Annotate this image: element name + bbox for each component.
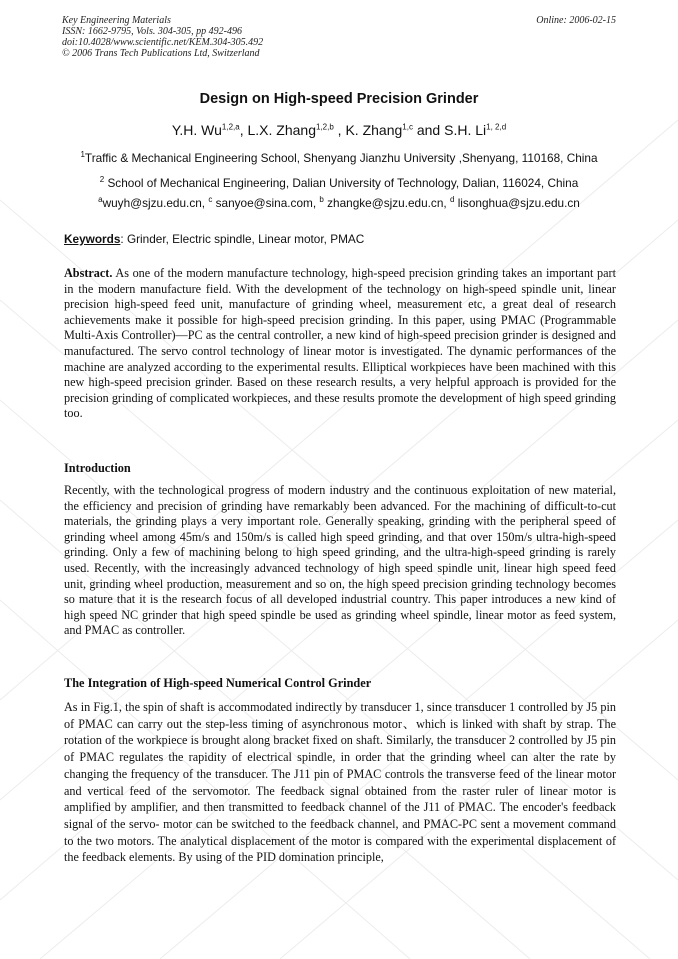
author-affiliation-marker: 1, 2,d [486, 122, 507, 132]
author-name: Y.H. Wu [171, 122, 222, 138]
abstract [64, 266, 616, 422]
abstract-label: Abstract. [64, 266, 113, 280]
affiliation-1 [40, 151, 638, 166]
journal-name: Key Engineering Materials [62, 15, 171, 26]
journal-copyright: © 2006 Trans Tech Publications Ltd, Switzerland [62, 48, 260, 59]
email-marker: c [208, 195, 213, 205]
online-date: Online: 2006-02-15 [536, 15, 616, 26]
paper-title: Design on High-speed Precision Grinder [199, 91, 479, 107]
email-address[interactable]: zhangke@sjzu.edu.cn, [327, 196, 450, 210]
journal-header [62, 15, 482, 59]
section-heading-integration: The Integration of High-speed Numerical Control Grinder [64, 676, 372, 690]
affiliation-marker: 1 [80, 150, 85, 160]
keywords [64, 232, 624, 247]
abstract-text: As one of the modern manufacture technology, high-speed precision grinding takes an important part in the modern manufacture field. With the development of the technology on high-speed spindle unit, linear precision high-speed feed unit, manufacture of grinding wheel, measurement etc, a great deal of research achievements make it possible for high-speed precision grinding. In this paper, using PMAC (Programmable Multi-Axis Controller)—PC as the central controller, a new kind of high-speed precision grinder is designed and manufactured. The servo control technology of linear motor is investigated. The dynamic performances of the machine are analyzed according to the experimental results. Elliptical workpieces have been machined with this new high-speed precision grinder. Based on these research results, a very helpful approach is provided for the precision grinding of complicated workpieces, and these results promote the development of high speed grinding too. [64, 266, 616, 421]
email-list [40, 196, 638, 211]
author-affiliation-marker: 1,c [402, 122, 413, 132]
affiliation-text: Traffic & Mechanical Engineering School, Shenyang Jianzhu University ,Shenyang, 110168, China [84, 151, 598, 165]
introduction-paragraph: Recently, with the technological progress of modern industry and the continuous exploitation of new material, the efficiency and precision of grinding have remarkably been advanced. For the machining of difficult-to-cut materials, the grinding plays a very important role. Generally speaking, grinding with the peripheral speed of grinding wheel among 45m/s and 150m/s is called high speed grinding, and that over 150m/s ultra-high-speed grinding. Only a few of machining belong to high speed grinding, and the ultra-high-speed grinding is rarely used. Recently, with the increasingly advanced technology of high speed spindle unit, linear high speed feed unit, grinding wheel production, measurement and so on, the high speed precision grinding technology becomes so mature that it is the research focus of all developed industrial country. This paper introduces a new kind of high speed NC grinder that high speed spindle be used as grinding wheel spindle, linear motor as feed system, and PMAC as controller. [64, 483, 616, 638]
author-name: L.X. Zhang [247, 122, 316, 138]
email-marker: d [449, 195, 455, 205]
affiliation-text: School of Mechanical Engineering, Dalian University of Technology, Dalian, 116024, China [107, 176, 579, 190]
affiliation-marker: 2 [99, 175, 105, 185]
keywords-text: : Grinder, Electric spindle, Linear motor, PMAC [120, 232, 365, 246]
email-marker: b [319, 195, 324, 205]
author-name: K. Zhang [345, 122, 403, 138]
author-affiliation-marker: 1,2,a [221, 122, 240, 132]
journal-doi[interactable]: doi:10.4028/www.scientific.net/KEM.304-305.492 [62, 37, 264, 48]
author-list [40, 121, 638, 139]
email-address[interactable]: sanyoe@sina.com, [215, 196, 320, 210]
section-heading-introduction: Introduction [64, 461, 131, 475]
email-address[interactable]: lisonghua@sjzu.edu.cn [457, 196, 580, 210]
integration-paragraph: As in Fig.1, the spin of shaft is accommodated indirectly by transducer 1, since transducer 1 controlled by J5 pin of PMAC can carry out the step-less timing of asynchronous motor、which is linked with shaft by strap. The rotation of the workpiece is brought along bracket fixed on shaft. Similarly, the transducer 2 controlled by J5 pin of PMAC regulates the rapidity of electrical spindle, in order that the grinding wheel can alter the rate by changing the frequency of the transducer. The J11 pin of PMAC controls the transverse feed of the linear motor and vertical feed of the servomotor. The feedback signal obtained from the raster ruler of linear motor is amplified by amplifier, and then transmitted to feedback channel of the J11 of PMAC. The encoder's feedback signal of the servo- motor can be switched to the feedback channel, and PMAC-PC sent a movement command to the two motors. The analytical displacement of the motor is compared with the experimental displacement of the feedback elements. By using of the PID domination principle, [64, 700, 616, 865]
journal-issn: ISSN: 1662-9795, Vols. 304-305, pp 492-496 [62, 26, 242, 37]
email-address[interactable]: wuyh@sjzu.edu.cn, [102, 196, 209, 210]
author-name: S.H. Li [444, 122, 487, 138]
author-separator: , [333, 122, 346, 138]
affiliation-2 [40, 176, 638, 191]
keywords-label: Keywords [64, 232, 121, 246]
author-affiliation-marker: 1,2,b [316, 122, 334, 132]
author-separator: , [239, 122, 248, 138]
author-separator: and [412, 122, 445, 138]
email-marker: a [98, 195, 103, 205]
